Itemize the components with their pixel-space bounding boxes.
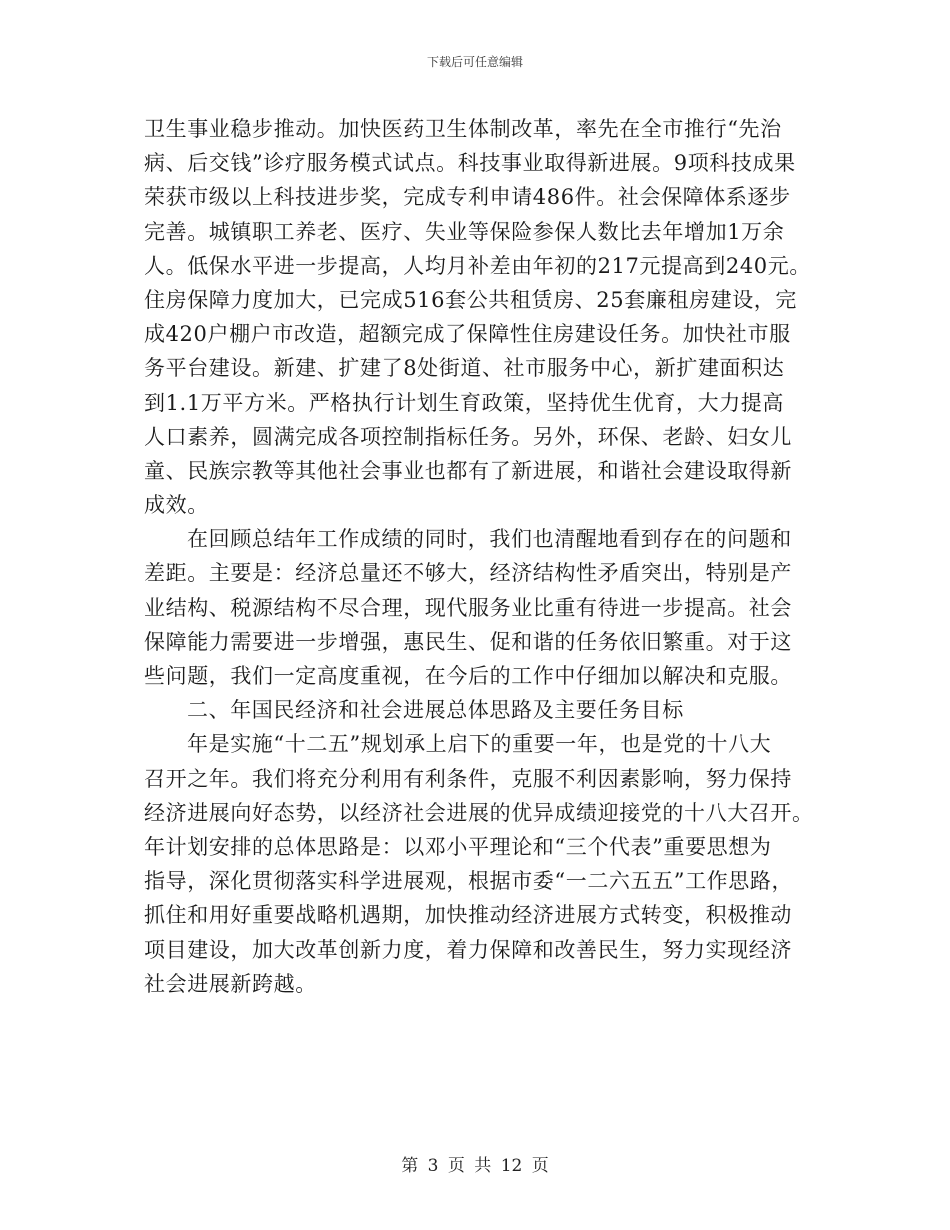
paragraph-start-line: 年是实施“十二五”规划承上启下的重要一年，也是党的十八大 bbox=[187, 732, 772, 757]
text-line: 成420户棚户市改造，超额完成了保障性住房建设任务。加快社市服 bbox=[144, 322, 791, 347]
text-line: 成效。 bbox=[144, 493, 209, 518]
text-line: 差距。主要是：经济总量还不够大，经济结构性矛盾突出，特别是产 bbox=[144, 561, 792, 586]
page-header: 下载后可任意编辑 bbox=[426, 55, 523, 69]
text-line: 完善。城镇职工养老、医疗、失业等保险参保人数比去年增加1万余 bbox=[144, 219, 785, 244]
document-body bbox=[144, 112, 824, 1001]
text-line: 项目建设，加大改革创新力度，着力保障和改善民生，努力实现经济 bbox=[144, 937, 792, 962]
paragraph-start-line: 在回顾总结年工作成绩的同时，我们也清醒地看到存在的问题和 bbox=[187, 527, 792, 552]
text-line: 住房保障力度加大，已完成516套公共租赁房、25套廉租房建设，完 bbox=[144, 287, 798, 312]
text-line: 社会进展新跨越。 bbox=[144, 971, 317, 996]
section-heading: 二、年国民经济和社会进展总体思路及主要任务目标 bbox=[187, 698, 684, 723]
text-line: 童、民族宗教等其他社会事业也都有了新进展，和谐社会建设取得新 bbox=[144, 458, 792, 483]
text-line: 病、后交钱”诊疗服务模式试点。科技事业取得新进展。9项科技成果 bbox=[144, 151, 796, 176]
text-line: 到1.1万平方米。严格执行计划生育政策，坚持优生优育，大力提高 bbox=[144, 390, 784, 415]
text-line: 些问题，我们一定高度重视，在今后的工作中仔细加以解决和克服。 bbox=[144, 664, 792, 688]
text-line: 指导，深化贯彻落实科学进展观，根据市委“一二六五五”工作思路， bbox=[144, 869, 794, 894]
text-line: 召开之年。我们将充分利用有利条件，克服不利因素影响，努力保持 bbox=[144, 766, 792, 791]
text-line: 务平台建设。新建、扩建了8处街道、社市服务中心，新扩建面积达 bbox=[144, 356, 785, 381]
text-line: 人。低保水平进一步提高，人均月补差由年初的217元提高到240元。 bbox=[144, 253, 811, 278]
text-line: 业结构、税源结构不尽合理，现代服务业比重有待进一步提高。社会 bbox=[144, 595, 792, 620]
text-line: 年计划安排的总体思路是：以邓小平理论和“三个代表”重要思想为 bbox=[144, 834, 772, 859]
text-line: 经济进展向好态势，以经济社会进展的优异成绩迎接党的十八大召开。 bbox=[144, 800, 814, 825]
page-number-footer: 第 3 页 共 12 页 bbox=[401, 1156, 549, 1176]
text-line: 人口素养，圆满完成各项控制指标任务。另外，环保、老龄、妇女儿 bbox=[144, 424, 792, 449]
text-line: 保障能力需要进一步增强，惠民生、促和谐的任务依旧繁重。对于这 bbox=[144, 629, 792, 654]
text-line: 卫生事业稳步推动。加快医药卫生体制改革，率先在全市推行“先治 bbox=[144, 117, 782, 141]
text-line: 抓住和用好重要战略机遇期，加快推动经济进展方式转变，积极推动 bbox=[144, 903, 792, 928]
text-line: 荣获市级以上科技进步奖，完成专利申请486件。社会保障体系逐步 bbox=[144, 185, 791, 210]
